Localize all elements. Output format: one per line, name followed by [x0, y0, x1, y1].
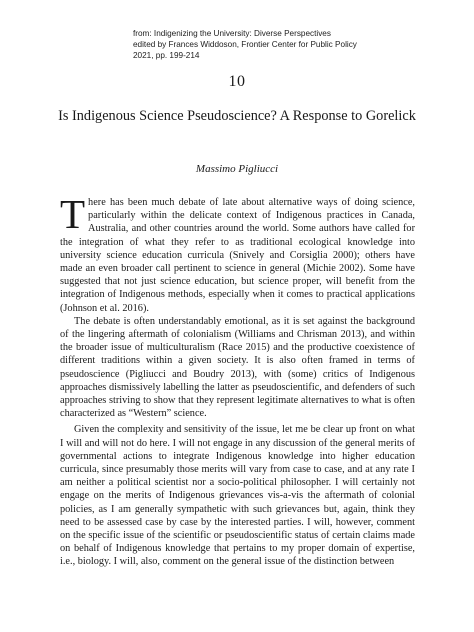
source-line-pages: 2021, pp. 199-214	[133, 51, 200, 60]
chapter-title: Is Indigenous Science Pseudoscience? A Response to Gorelick	[58, 108, 416, 124]
body-text	[60, 191, 415, 569]
paragraph-3: Given the complexity and sensitivity of the issue, let me be clear up front on what I will and will not do here. I will not engage in any discussion of the general merits of governmental actions to integrate Indigenous knowledge into higher education curricula, since presumably those merits will vary from case to case, and at any rate I am neither a political scientist nor a socio-political philosopher. I will certainly not engage on the merits of Indigenous grievances vis-a-vis the aftermath of colonial policies, as I am generally sympathetic with such grievances but, again, think they need to be assessed case by case by the interested parties. I will, however, comment on the specific issue of the scientific or pseudoscientific status of certain claims made on behalf of Indigenous knowledge that pertains to my proper domain of expertise, i.e., biology. I will, also, comment on the general issue of the distinction between	[60, 424, 415, 568]
source-line-book: from: Indigenizing the University: Diverse Perspectives	[133, 29, 331, 38]
chapter-number: 10	[228, 73, 246, 90]
source-line-editor: edited by Frances Widdoson, Frontier Center for Public Policy	[133, 40, 357, 49]
paragraph-1	[60, 191, 415, 315]
source-citation	[133, 28, 357, 61]
chapter-author: Massimo Pigliucci	[195, 163, 279, 175]
drop-cap: T	[60, 191, 86, 237]
paragraph-2: The debate is often understandably emotional, as it is set against the background of the lingering aftermath of colonialism (Williams and Chrisman 2013), and within the broader issue of multiculturalism (Race 2015) and the productive coexistence of different traditions within a given society. It is also often framed in terms of pseudoscience (Pigliucci and Boudry 2013), with (some) critics of Indigenous approaches dismissively labelling the latter as pseudoscientific, and defenders of such approaches striving to show that they represent legitimate alternatives to what is often characterized as “Western” science.	[60, 315, 415, 420]
paragraph-1-text: here has been much debate of late about alternative ways of doing science, particularly within the delicate context of Indigenous practices in Canada, Australia, and other countries around the world. Some authors have called for the integration of what they refer to as traditional ecological knowledge into university science education curricula (Snively and Corsiglia 2000); others have made an even broader call pertinent to science in general (Michie 2002). Some have suggested that not just science education, but science proper, will benefit from the integration of Indigenous methods, especially when it comes to practical applications (Johnson et al. 2016).	[60, 197, 415, 314]
